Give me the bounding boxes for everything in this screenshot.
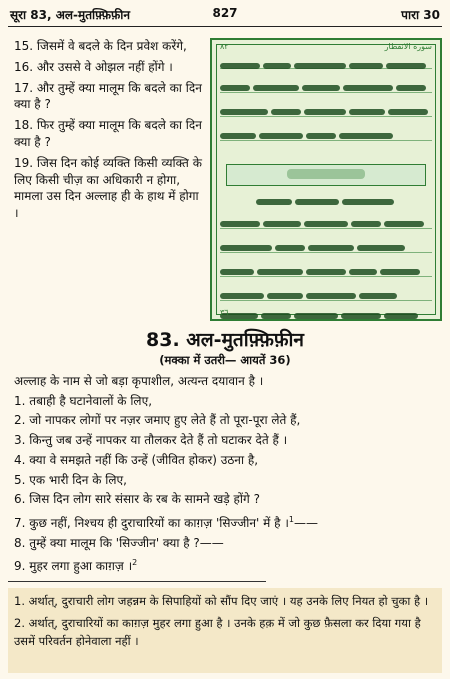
page-number: 827 (212, 6, 238, 20)
verse-7-dash: —— (293, 515, 318, 530)
verse-6: 6. जिस दिन लोग सारे संसार के रब के सामने खड़े होंगे ? (14, 492, 260, 507)
verse-9-text: 9. मुहर लगा हुआ काग़ज़ । (14, 559, 133, 574)
bismillah-translation: अल्लाह के नाम से जो बड़ा कृपाशील, अत्यन्त दयावान है । (14, 374, 264, 388)
surah-subtitle: (मक्का में उतरी— आयतें 36) (159, 353, 291, 367)
verse-3: 3. किन्तु जब उन्हें नापकर या तौलकर देते हैं तो घटाकर देते हैं । (14, 433, 288, 448)
surah-title: 83. अल-मुतफ़्फ़िफ़ीन (146, 329, 304, 351)
header-para: पारा 30 (401, 8, 440, 22)
footnote-1: 1. अर्थात्, दुराचारी लोग जहन्नम के सिपाहियों को सौंप दिए जाएं । यह उनके लिए नियत हो चुका है । (14, 594, 429, 608)
plate-rule (220, 116, 432, 117)
arabic-script-line (220, 304, 432, 316)
verse-7 (14, 510, 440, 534)
verse-15: 15. जिसमें वे बदले के दिन प्रवेश करेंगे, (14, 39, 187, 53)
footnote-2: 2. अर्थात्, दुराचारियों का काग़ज़ मुहर लगा हुआ है । उनके हक़ में जो कुछ फ़ैसला कर दिया गया है उसमें परिवर्तन होनेवाला नहीं । (14, 616, 421, 648)
page-header (10, 6, 440, 24)
plate-number-label: ٨٢ (220, 42, 229, 51)
plate-rule (220, 300, 432, 301)
header-rule (8, 26, 442, 27)
arabic-script-line (220, 54, 432, 66)
verse-9 (14, 553, 440, 577)
verse-list (14, 372, 440, 577)
footnote-separator (8, 581, 266, 582)
verse-19: 19. जिस दिन कोई व्यक्ति किसी व्यक्ति के लिए किसी चीज़ का अधिकारी न होगा, मामला उस दिन अल्लाह ही के हाथ में होगा । (14, 155, 202, 221)
surah-heading-script (287, 169, 365, 179)
arabic-text-plate (210, 38, 442, 321)
arabic-script-line (220, 76, 432, 88)
plate-bottom-label: ٣٦ (220, 308, 229, 317)
footnotes (8, 588, 442, 673)
plate-rule (220, 92, 432, 93)
verse-1: 1. तबाही है घटानेवालों के लिए, (14, 393, 153, 408)
plate-rule (220, 140, 432, 141)
verse-16: 16. और उससे वे ओझल नहीं होंगे । (14, 59, 173, 74)
footnote-ref-2[interactable]: 2 (132, 558, 138, 568)
arabic-script-line (220, 124, 432, 136)
plate-rule (220, 228, 432, 229)
plate-rule (220, 252, 432, 253)
verse-7-text: 7. कुछ नहीं, निश्चय ही दुराचारियों का काग़ज़ 'सिज्जीन' में है । (14, 515, 289, 530)
bismillah-line (220, 190, 432, 202)
plate-rule (220, 276, 432, 277)
verse-5: 5. एक भारी दिन के लिए, (14, 472, 127, 487)
arabic-script-line (220, 260, 432, 272)
arabic-script-line (220, 100, 432, 112)
verse-17: 17. और तुम्हें क्या मालूम कि बदले का दिन क्या है ? (14, 80, 202, 112)
verse-2: 2. जो नापकर लोगों पर नज़र जमाए हुए लेते हैं तो पूरा-पूरा लेते हैं, (14, 413, 301, 428)
left-column-verses (14, 38, 206, 226)
verse-4: 4. क्या वे समझते नहीं कि उन्हें (जीवित होकर) उठना है, (14, 452, 259, 467)
plate-surah-label: سورة الانفطار (384, 42, 432, 51)
footnote-ref-1[interactable]: 1 (288, 514, 294, 524)
verse-18: 18. फिर तुम्हें क्या मालूम कि बदले का दिन क्या है ? (14, 118, 202, 149)
arabic-script-line (220, 212, 432, 224)
surah-heading-box (226, 164, 426, 186)
arabic-script-line (220, 284, 432, 296)
verse-8: 8. तुम्हें क्या मालूम कि 'सिज्जीन' क्या है ?—— (14, 535, 224, 550)
header-surah-name: सूरा 83, अल-मुतफ़्फ़िफ़ीन (10, 8, 131, 22)
arabic-script-line (220, 236, 432, 248)
